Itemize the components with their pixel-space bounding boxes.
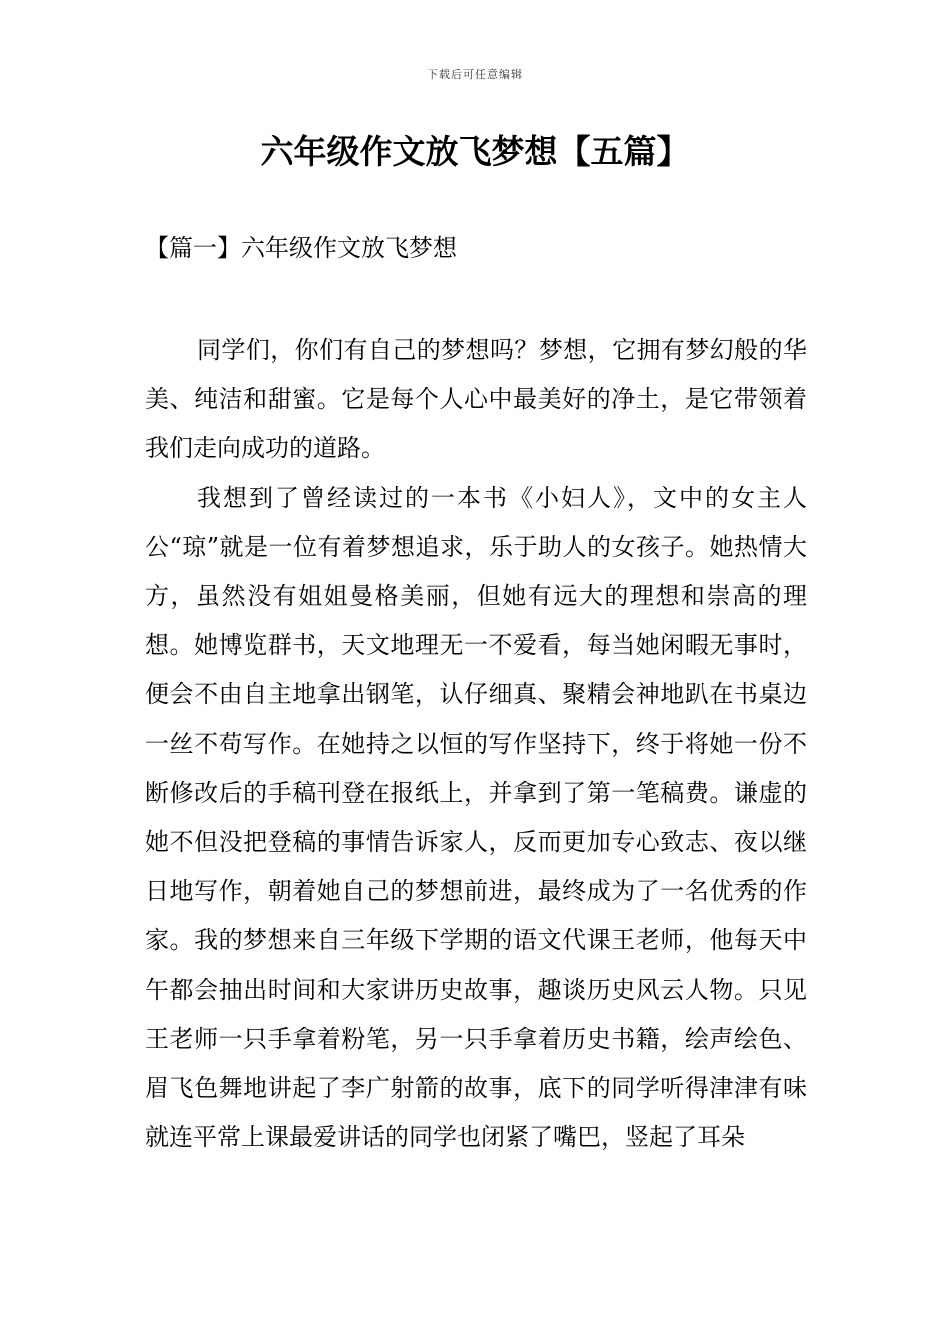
paragraph-story: 我想到了曾经读过的一本书《小妇人》，文中的女主人公“琼”就是一位有着梦想追求，乐于助人的女孩子。她热情大方，虽然没有姐姐曼格美丽，但她有远大的理想和崇高的理想。她博览群书，天文地理无一不爱看，每当她闲暇无事时，便会不由自主地拿出钢笔，认仔细真、聚精会神地趴在书桌边一丝不苟写作。在她持之以恒的写作坚持下，终于将她一份不断修改后的手稿刊登在报纸上，并拿到了第一笔稿费。谦虚的她不但没把登稿的事情告诉家人，反而更加专心致志、夜以继日地写作，朝着她自己的梦想前进，最终成为了一名优秀的作家。我的梦想来自三年级下学期的语文代课王老师，他每天中午都会抽出时间和大家讲历史故事，趣谈历史风云人物。只见王老师一只手拿着粉笔，另一只手拿着历史书籍，绘声绘色、眉飞色舞地讲起了李广射箭的故事，底下的同学听得津津有味就连平常上课最爱讲话的同学也闭紧了嘴巴，竖起了耳朵 (145, 483, 807, 1152)
document-title: 六年级作文放飞梦想【五篇】 (260, 132, 690, 171)
paragraph-intro: 同学们，你们有自己的梦想吗？梦想，它拥有梦幻般的华美、纯洁和甜蜜。它是每个人心中最美好的净土，是它带领着我们走向成功的道路。 (145, 336, 807, 463)
page-header-note: 下载后可任意编辑 (427, 68, 523, 81)
article-body (145, 326, 807, 1162)
section-heading: 【篇一】六年级作文放飞梦想 (145, 234, 457, 262)
